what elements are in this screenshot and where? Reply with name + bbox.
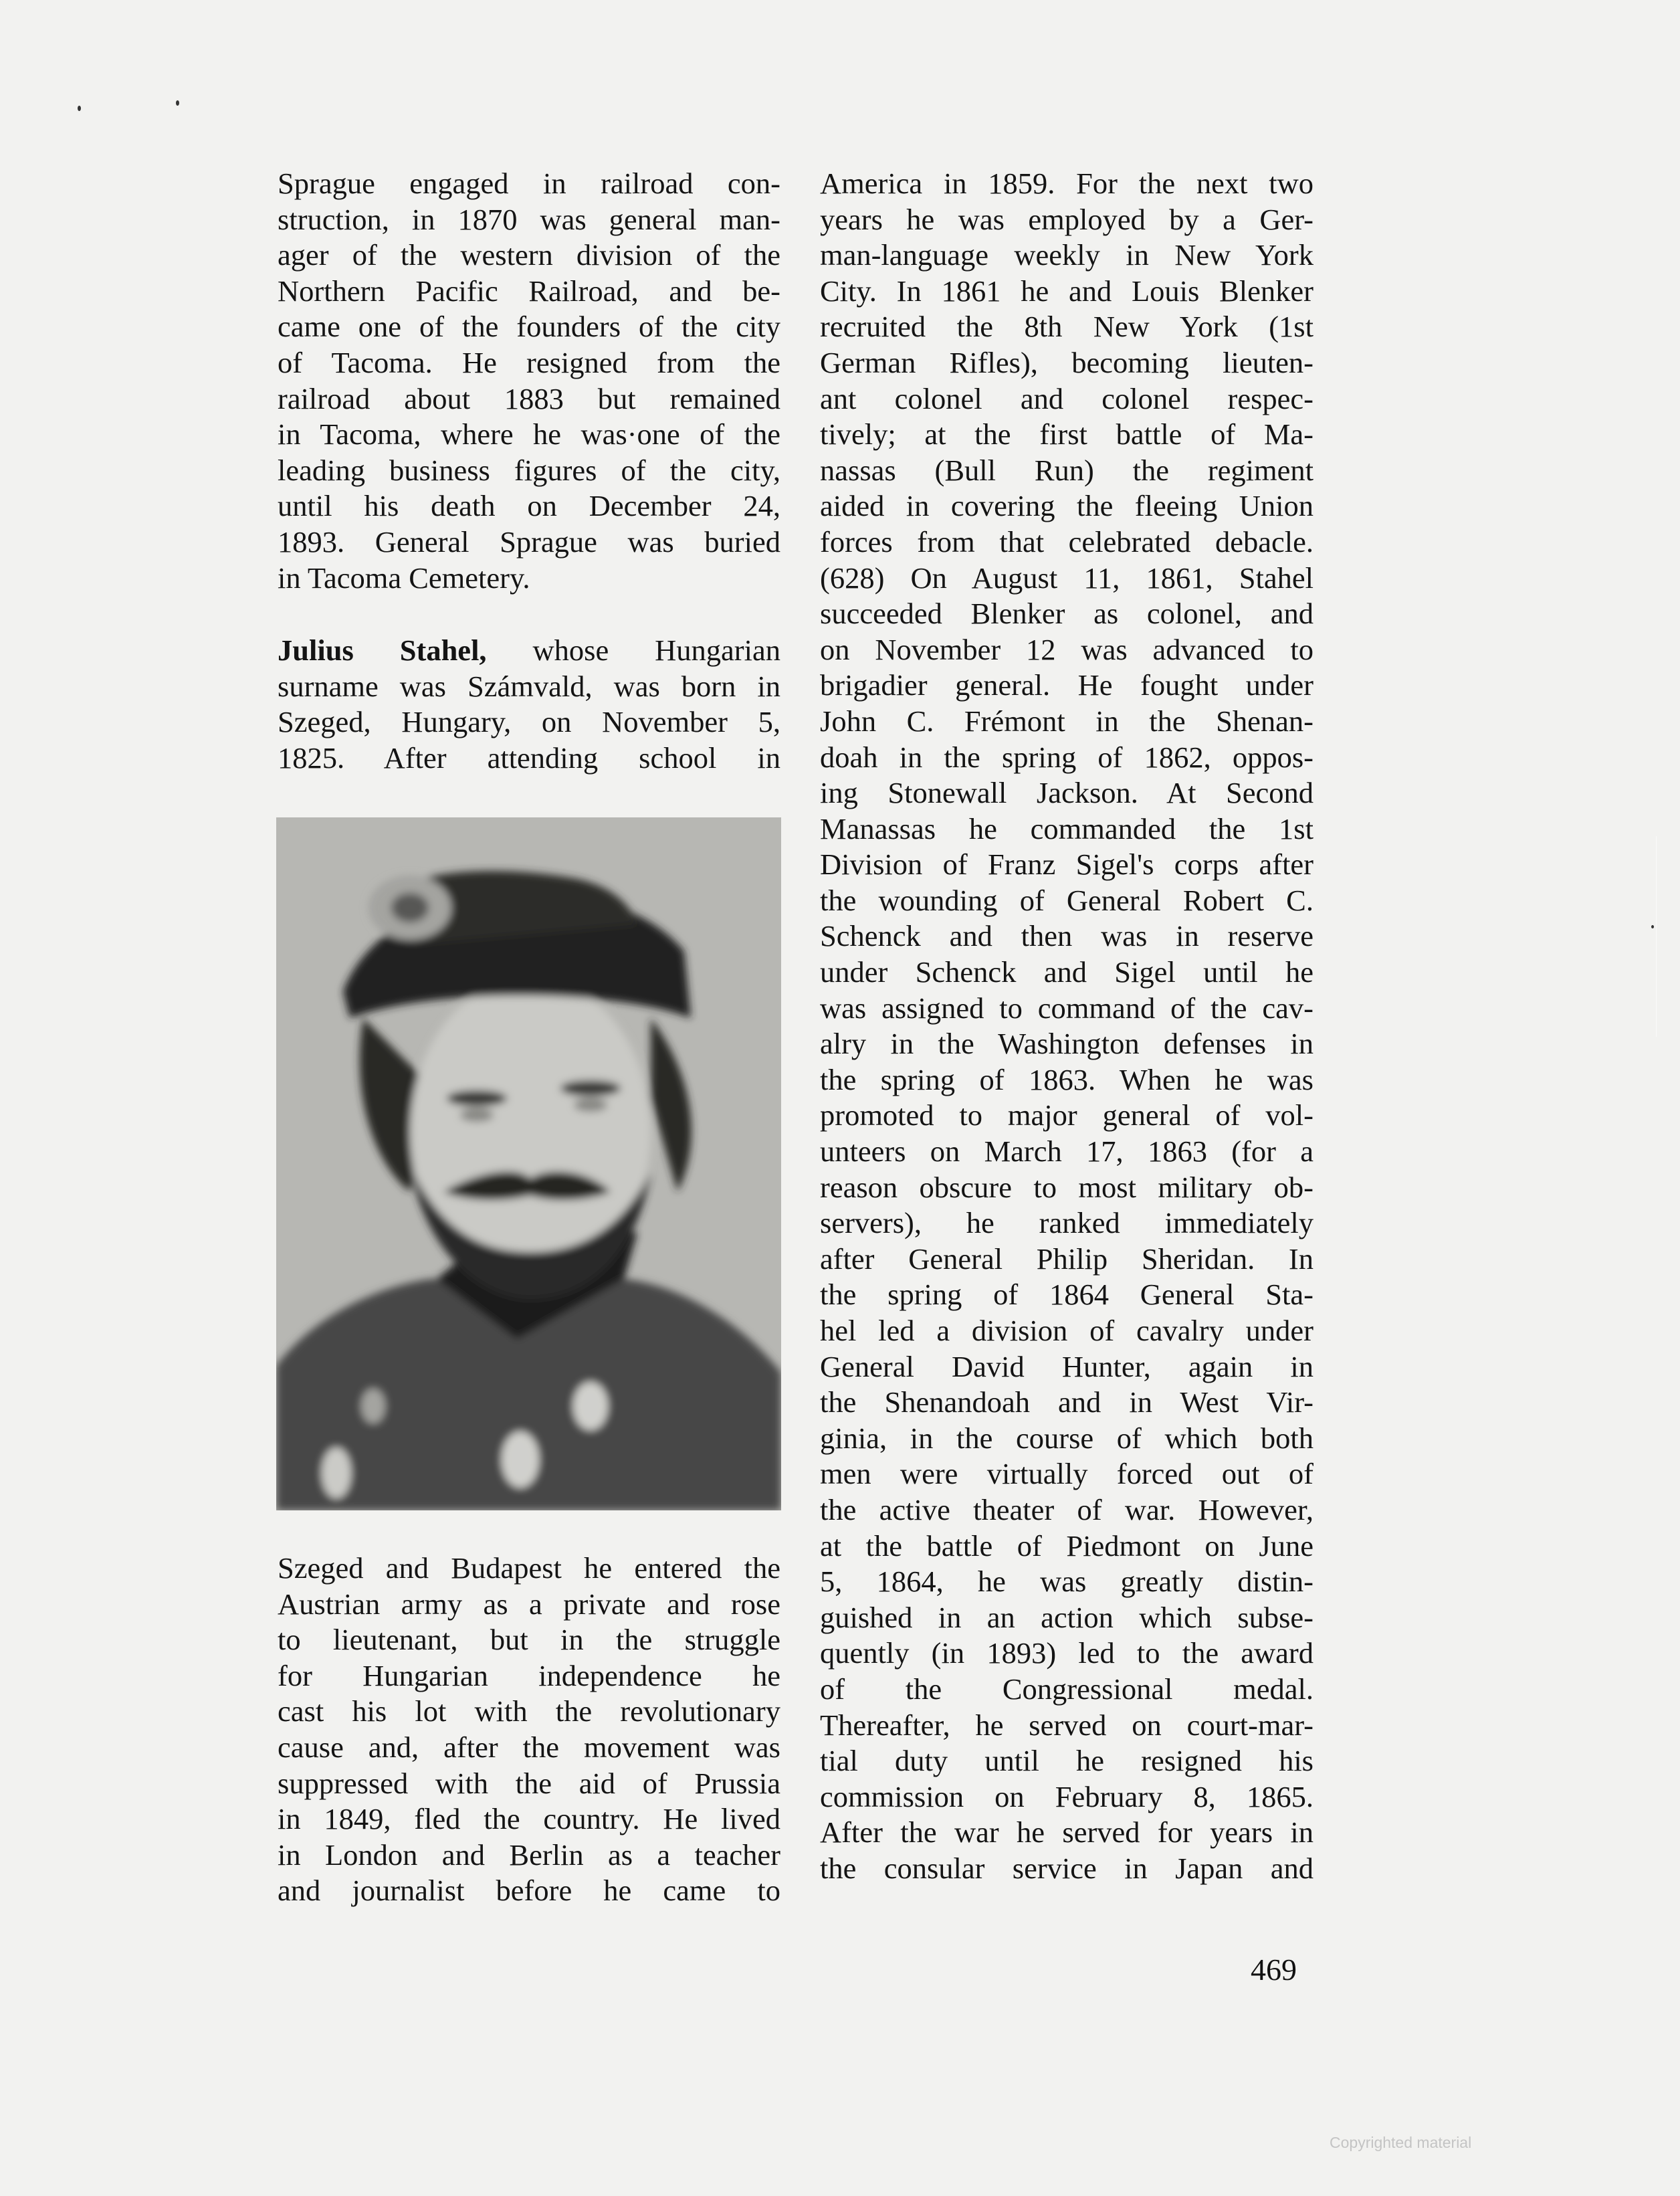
- text-line: alry in the Washington defenses in: [820, 1027, 1314, 1061]
- left-column-sprague-text: [278, 166, 780, 596]
- text-line: until his death on December 24,: [278, 489, 780, 523]
- text-line: Northern Pacific Railroad, and be-: [278, 274, 780, 308]
- text-line: in Tacoma, where he was·one of the: [278, 417, 780, 452]
- text-line: for Hungarian independence he: [278, 1658, 780, 1692]
- text-line: of Tacoma. He resigned from the: [278, 345, 780, 379]
- text-line: at the battle of Piedmont on June: [820, 1528, 1314, 1563]
- text-line: the Shenandoah and in West Vir-: [820, 1385, 1314, 1419]
- scan-speck: [78, 106, 81, 111]
- text-line: the spring of 1863. When he was: [820, 1062, 1314, 1096]
- text-line: Austrian army as a private and rose: [278, 1587, 780, 1621]
- text-line: came one of the founders of the city: [278, 310, 780, 344]
- text-line: 1825. After attending school in: [278, 740, 780, 775]
- text-line: ginia, in the course of which both: [820, 1421, 1314, 1455]
- text-line: Szeged and Budapest he entered the: [278, 1551, 780, 1585]
- text-line: railroad about 1883 but remained: [278, 381, 780, 415]
- text-line: on November 12 was advanced to: [820, 632, 1314, 666]
- text-line: cast his lot with the revolutionary: [278, 1694, 780, 1728]
- text-line: Division of Franz Sigel's corps after: [820, 847, 1314, 882]
- text-line: ing Stonewall Jackson. At Second: [820, 776, 1314, 810]
- text-line: John C. Frémont in the Shenan-: [820, 704, 1314, 738]
- entry-first-line: [278, 633, 780, 669]
- portrait-photo-icon: [276, 817, 781, 1510]
- text-line: under Schenck and Sigel until he: [820, 955, 1314, 989]
- portrait-photo: [276, 817, 781, 1510]
- text-line: guished in an action which subse-: [820, 1600, 1314, 1634]
- text-line: After the war he served for years in: [820, 1815, 1314, 1850]
- text-line: the wounding of General Robert C.: [820, 883, 1314, 917]
- entry-first-line-text: whose Hungarian: [532, 633, 780, 667]
- text-line: ant colonel and colonel respec-: [820, 381, 1314, 415]
- left-column-stahel-entry: [278, 633, 780, 776]
- text-line: and journalist before he came to: [278, 1874, 780, 1908]
- text-line: in 1849, fled the country. He lived: [278, 1802, 780, 1836]
- text-line: the active theater of war. However,: [820, 1492, 1314, 1526]
- text-line: in Tacoma Cemetery.: [278, 561, 530, 595]
- text-line: to lieutenant, but in the struggle: [278, 1623, 780, 1657]
- text-line: the spring of 1864 General Sta-: [820, 1278, 1314, 1312]
- text-line: ager of the western division of the: [278, 238, 780, 272]
- entry-name: Julius Stahel,: [278, 633, 487, 667]
- text-line: recruited the 8th New York (1st: [820, 310, 1314, 344]
- text-line: Szeged, Hungary, on November 5,: [278, 705, 780, 739]
- text-line: Schenck and then was in reserve: [820, 919, 1314, 953]
- copyright-watermark: Copyrighted material: [1330, 2134, 1472, 2151]
- text-line: servers), he ranked immediately: [820, 1206, 1314, 1240]
- text-line: brigadier general. He fought under: [820, 668, 1314, 702]
- text-line: hel led a division of cavalry under: [820, 1314, 1314, 1347]
- page-number: 469: [1251, 1953, 1297, 1987]
- scan-speck: [1651, 925, 1654, 928]
- text-line: was assigned to command of the cav-: [820, 991, 1314, 1025]
- text-line: aided in covering the fleeing Union: [820, 489, 1314, 523]
- text-line: man-language weekly in New York: [820, 238, 1314, 272]
- text-line: doah in the spring of 1862, oppos-: [820, 740, 1314, 774]
- text-line: cause and, after the movement was: [278, 1730, 780, 1764]
- text-line: quently (in 1893) led to the award: [820, 1636, 1314, 1670]
- text-line: Manassas he commanded the 1st: [820, 811, 1314, 845]
- text-line: succeeded Blenker as colonel, and: [820, 597, 1314, 631]
- text-line: City. In 1861 he and Louis Blenker: [820, 274, 1314, 308]
- scan-artifact-line: [1656, 836, 1657, 1037]
- left-column-continuation: [278, 1551, 780, 1909]
- text-line: Thereafter, he served on court-mar-: [820, 1708, 1314, 1742]
- right-column-text: [820, 166, 1314, 1887]
- text-line: men were virtually forced out of: [820, 1457, 1314, 1491]
- text-line: 1893. General Sprague was buried: [278, 524, 780, 559]
- text-line: Sprague engaged in railroad con-: [278, 167, 780, 200]
- text-line: in London and Berlin as a teacher: [278, 1837, 780, 1872]
- text-line: 5, 1864, he was greatly distin-: [820, 1565, 1314, 1599]
- text-line: promoted to major general of vol-: [820, 1098, 1314, 1132]
- scan-speck: [176, 100, 179, 106]
- text-line: German Rifles), becoming lieuten-: [820, 345, 1314, 379]
- text-line: General David Hunter, again in: [820, 1349, 1314, 1383]
- text-line: tively; at the first battle of Ma-: [820, 417, 1314, 452]
- text-line: nassas (Bull Run) the regiment: [820, 453, 1314, 487]
- text-line: (628) On August 11, 1861, Stahel: [820, 561, 1314, 595]
- text-line: of the Congressional medal.: [820, 1672, 1314, 1706]
- text-line: unteers on March 17, 1863 (for a: [820, 1134, 1314, 1169]
- text-line: after General Philip Sheridan. In: [820, 1241, 1314, 1276]
- text-line: forces from that celebrated debacle.: [820, 524, 1314, 559]
- text-line: the consular service in Japan and: [820, 1851, 1314, 1885]
- text-line: years he was employed by a Ger-: [820, 202, 1314, 236]
- text-line: suppressed with the aid of Prussia: [278, 1766, 780, 1800]
- text-line: leading business figures of the city,: [278, 453, 780, 487]
- text-line: commission on February 8, 1865.: [820, 1779, 1314, 1813]
- text-line: surname was Számvald, was born in: [278, 669, 780, 703]
- text-line: America in 1859. For the next two: [820, 167, 1314, 200]
- text-line: reason obscure to most military ob-: [820, 1170, 1314, 1204]
- text-line: struction, in 1870 was general man-: [278, 202, 780, 236]
- text-line: tial duty until he resigned his: [820, 1744, 1314, 1778]
